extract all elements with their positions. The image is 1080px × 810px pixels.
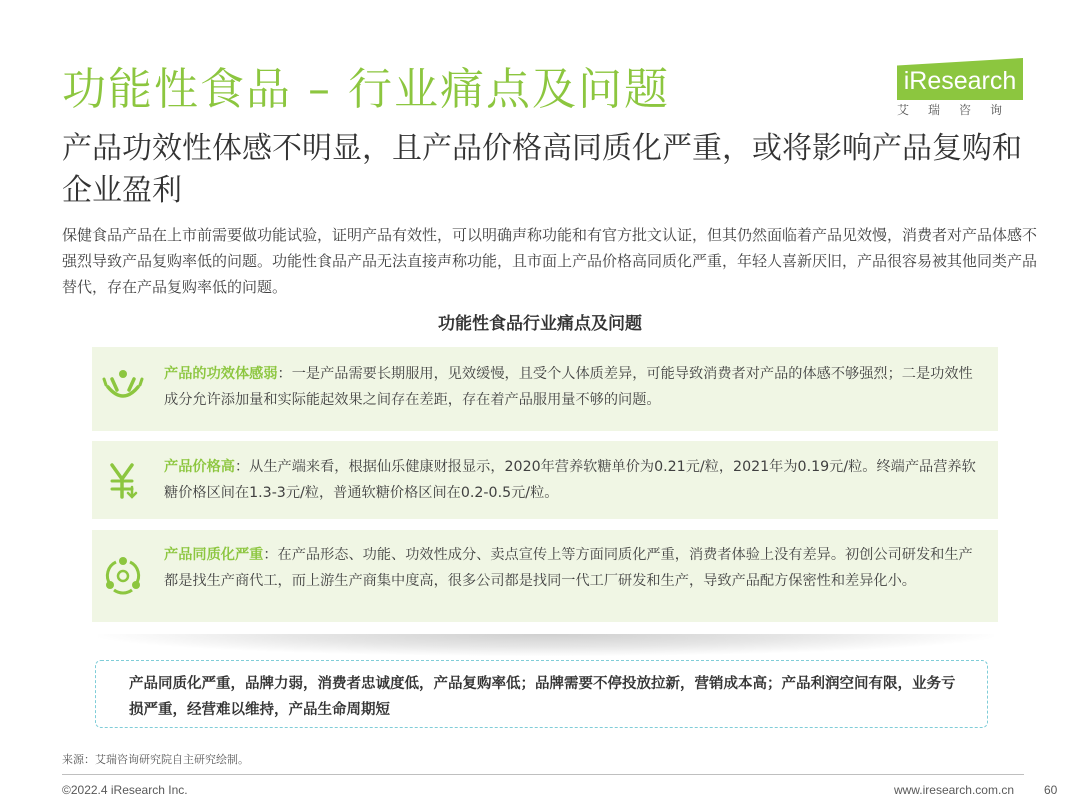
page-number: 60 [1044,783,1058,797]
iresearch-logo [893,58,1027,120]
pain-point-card-effect [92,347,998,431]
intro-paragraph: 保健食品产品在上市前需要做功能试验，证明产品有效性，可以明确声称功能和有官方批文认证，但其仍然面临着产品见效慢，消费者对产品体感不强烈导致产品复购率低的问题。功能性食品产品无法直接声称功能，且市面上产品价格高同质化严重，年轻人喜新厌旧，产品很容易被其他同类产品替代，存在产品复购率低的问题。 [62,226,1038,296]
summary-text: 产品同质化严重，品牌力弱，消费者忠诚度低，产品复购率低；品牌需要不停投放拉新，营销成本高；产品利润空间有限，业务亏损严重，经营难以维持，产品生命周期短 [129,676,956,718]
yen-price-icon [102,459,144,501]
pain-point-text [164,454,980,506]
body-sensation-icon [102,365,144,407]
pain-point-body: ：在产品形态、功能、功效性成分、卖点宣传上等方面同质化严重，消费者体验上没有差异。初创公司研发和生产都是找生产商代工，而上游生产商集中度高，很多公司都是找同一代工厂研发和生产，导致产品配方保密性和差异化小。 [164,547,973,589]
section-title: 功能性食品行业痛点及问题 [438,314,642,334]
footer-divider [62,774,1024,775]
logo-brand-text: iResearch [903,67,1017,95]
pain-point-heading: 产品价格高 [164,459,235,475]
homogeneous-cycle-icon [102,554,144,596]
pain-point-body: ：从生产端来看，根据仙乐健康财报显示，2020年营养软糖单价为0.21元/粒，2021年为0.19元/粒。终端产品营养软糖价格区间在1.3-3元/粒，普通软糖价格区间在0.2-0.5元/粒。 [164,459,976,501]
page-subtitle: 产品功效性体感不明显，且产品价格高同质化严重，或将影响产品复购和企业盈利 [62,131,1022,208]
pain-point-card-homogeneity [92,530,998,622]
summary-box [95,660,988,728]
shadow-divider [98,634,994,656]
website-url: www.iresearch.com.cn [893,783,1014,797]
source-note: 来源：艾瑞咨询研究院自主研究绘制。 [62,753,249,766]
pain-point-heading: 产品的功效体感弱 [164,366,278,382]
pain-point-card-price [92,441,998,519]
pain-point-text [164,361,980,413]
pain-point-heading: 产品同质化严重 [164,547,264,563]
copyright: ©2022.4 iResearch Inc. [62,783,188,797]
page-title: 功能性食品 – 行业痛点及问题 [62,64,670,115]
logo-subtext: 艾瑞咨询 [897,103,1022,117]
pain-point-text [164,542,980,594]
pain-point-body: ：一是产品需要长期服用，见效缓慢，且受个人体质差异，可能导致消费者对产品的体感不够强烈；二是功效性成分允许添加量和实际能起效果之间存在差距，存在着产品服用量不够的问题。 [164,366,973,408]
